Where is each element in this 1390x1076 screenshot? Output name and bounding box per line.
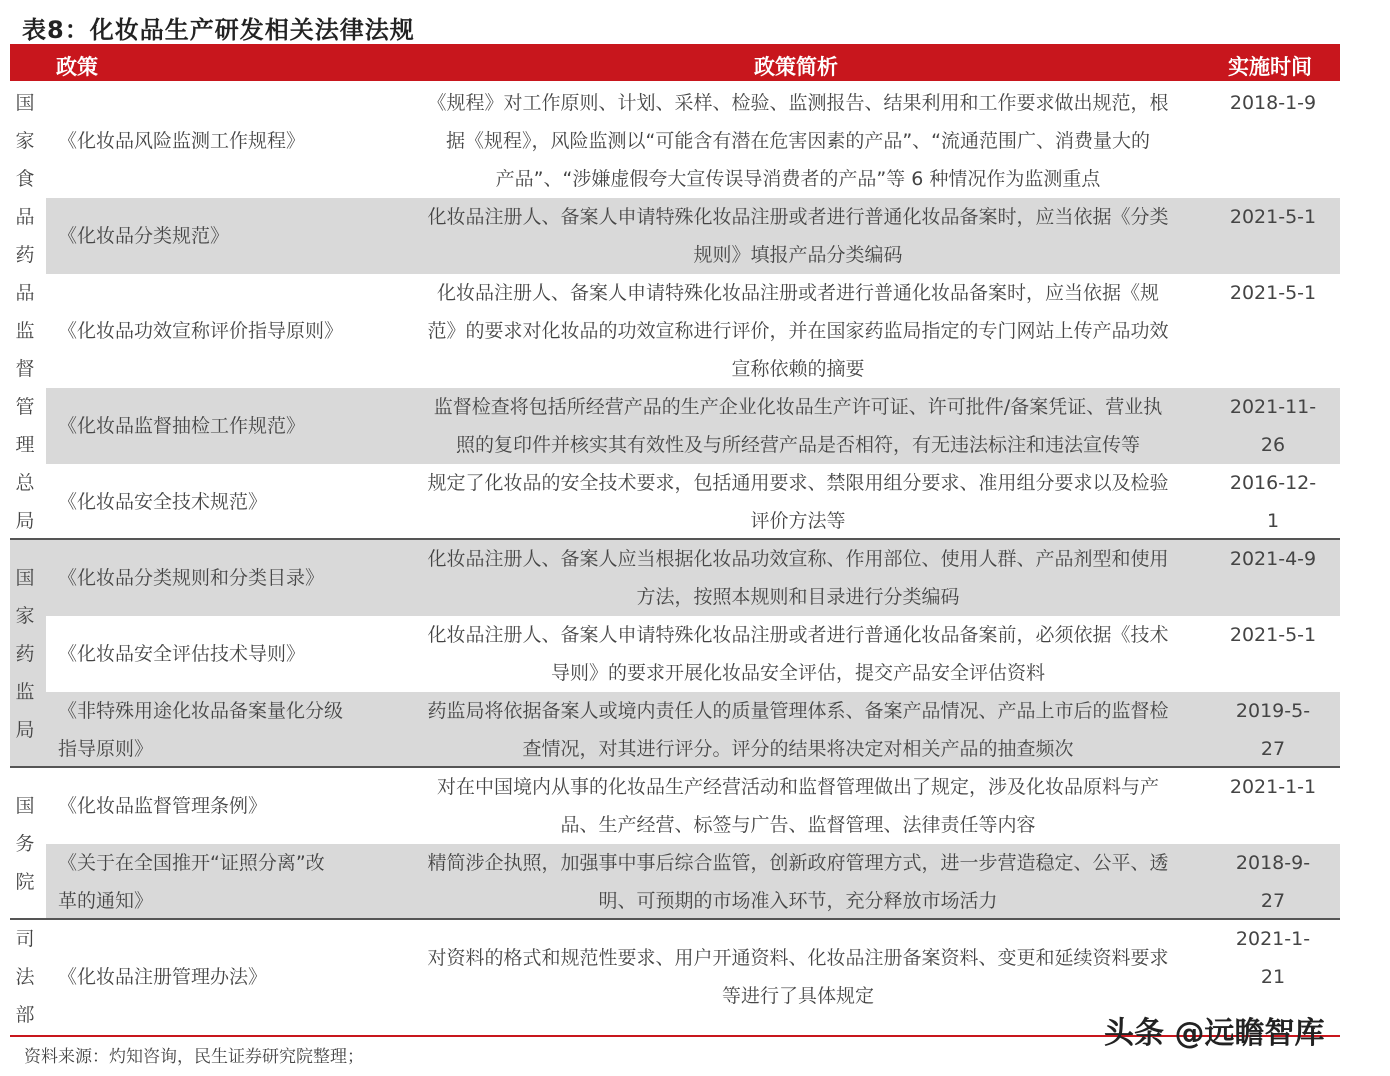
policy-line: 《化妆品分类规则和分类目录》 xyxy=(58,567,325,589)
policy-name xyxy=(58,844,388,920)
date-line: 2018-1-9 xyxy=(1229,92,1317,114)
policy-analysis xyxy=(398,84,1198,198)
table-row xyxy=(46,84,1340,198)
authority-char: 家 xyxy=(15,130,35,152)
authority-char: 司 xyxy=(15,928,35,950)
authority-char: 法 xyxy=(15,966,35,988)
date-line: 27 xyxy=(1260,738,1286,760)
effective-date xyxy=(1208,768,1338,806)
policy-line: 《化妆品安全技术规范》 xyxy=(58,491,268,513)
authority-char: 部 xyxy=(15,1004,35,1026)
effective-date xyxy=(1208,920,1338,996)
authority-char: 品 xyxy=(15,282,35,304)
date-line: 26 xyxy=(1260,434,1286,456)
analysis-line: 品、生产经营、标签与广告、监督管理、法律责任等内容 xyxy=(560,814,1036,836)
table-header xyxy=(10,44,1340,81)
analysis-line: 导则》的要求开展化妆品安全评估，提交产品安全评估资料 xyxy=(550,662,1045,684)
authority-char: 食 xyxy=(15,168,35,190)
authority-char: 家 xyxy=(15,605,35,627)
analysis-line: 化妆品注册人、备案人申请特殊化妆品注册或者进行普通化妆品备案前，必须依据《技术 xyxy=(427,624,1169,646)
header-analysis: 政策简析 xyxy=(754,55,838,79)
authority-char: 理 xyxy=(15,434,35,456)
table-row xyxy=(46,388,1340,464)
authority-char: 院 xyxy=(15,871,35,893)
policy-analysis xyxy=(398,274,1198,388)
authority-char: 药 xyxy=(15,643,35,665)
analysis-line: 监督检查将包括所经营产品的生产企业化妆品生产许可证、许可批件/备案凭证、营业执 xyxy=(433,396,1163,418)
authority-char: 国 xyxy=(15,567,35,589)
table-row xyxy=(46,692,1340,768)
effective-date xyxy=(1208,84,1338,122)
analysis-line: 宣称依赖的摘要 xyxy=(731,358,865,380)
header-date: 实施时间 xyxy=(1228,55,1312,79)
policy-line: 指导原则》 xyxy=(58,738,154,760)
table-row xyxy=(46,464,1340,540)
issuing-authority xyxy=(14,84,36,540)
authority-char: 务 xyxy=(15,833,35,855)
table-row xyxy=(46,540,1340,616)
effective-date xyxy=(1208,388,1338,464)
analysis-line: 方法，按照本规则和目录进行分类编码 xyxy=(636,586,960,608)
analysis-line: 查情况，对其进行评分。评分的结果将决定对相关产品的抽查频次 xyxy=(522,738,1074,760)
policy-name xyxy=(58,312,388,350)
policy-analysis xyxy=(398,939,1198,1015)
policy-analysis xyxy=(398,464,1198,540)
group-separator xyxy=(10,766,1340,768)
authority-char: 国 xyxy=(15,795,35,817)
policy-analysis xyxy=(398,388,1198,464)
authority-char: 监 xyxy=(15,681,35,703)
authority-char: 局 xyxy=(15,719,35,741)
policy-analysis xyxy=(398,844,1198,920)
policy-name xyxy=(58,483,388,521)
policy-analysis xyxy=(398,540,1198,616)
policy-analysis xyxy=(398,692,1198,768)
analysis-line: 化妆品注册人、备案人申请特殊化妆品注册或者进行普通化妆品备案时，应当依据《分类 xyxy=(427,206,1169,228)
authority-char: 管 xyxy=(15,396,35,418)
policy-line: 《化妆品功效宣称评价指导原则》 xyxy=(58,320,344,342)
analysis-line: 等进行了具体规定 xyxy=(721,985,874,1007)
table-title: 表8：化妆品生产研发相关法律法规 xyxy=(22,16,415,44)
authority-char: 局 xyxy=(15,510,35,532)
policy-name xyxy=(58,635,388,673)
table-row xyxy=(46,844,1340,920)
date-line: 27 xyxy=(1260,890,1286,912)
policy-line: 《关于在全国推开“证照分离”改 xyxy=(58,852,325,874)
policy-analysis xyxy=(398,616,1198,692)
date-line: 2021-5-1 xyxy=(1229,282,1317,304)
effective-date xyxy=(1208,692,1338,768)
policy-line: 《化妆品监督管理条例》 xyxy=(58,795,268,817)
authority-char: 监 xyxy=(15,320,35,342)
effective-date xyxy=(1208,274,1338,312)
analysis-line: 药监局将依据备案人或境内责任人的质量管理体系、备案产品情况、产品上市后的监督检 xyxy=(427,700,1169,722)
date-line: 2021-5-1 xyxy=(1229,624,1317,646)
policy-name xyxy=(58,787,388,825)
date-line: 2016-12- xyxy=(1229,472,1317,494)
date-line: 2018-9- xyxy=(1235,852,1311,874)
policy-name xyxy=(58,407,388,445)
policy-name xyxy=(58,692,388,768)
issuing-authority xyxy=(14,787,36,901)
policy-line: 《非特殊用途化妆品备案量化分级 xyxy=(58,700,344,722)
policy-name xyxy=(58,958,388,996)
watermark: 头条 @远瞻智库 xyxy=(1104,1016,1325,1051)
table-row xyxy=(46,274,1340,388)
analysis-line: 《规程》对工作原则、计划、采样、检验、监测报告、结果利用和工作要求做出规范，根 xyxy=(427,92,1169,114)
header-policy: 政策 xyxy=(56,55,98,79)
policy-line: 《化妆品监督抽检工作规范》 xyxy=(58,415,306,437)
analysis-line: 据《规程》，风险监测以“可能含有潜在危害因素的产品”、“流通范围广、消费量大的 xyxy=(445,130,1151,152)
policy-line: 《化妆品风险监测工作规程》 xyxy=(58,130,306,152)
authority-char: 药 xyxy=(15,244,35,266)
analysis-line: 化妆品注册人、备案人申请特殊化妆品注册或者进行普通化妆品备案时，应当依据《规 xyxy=(436,282,1159,304)
authority-char: 督 xyxy=(15,358,35,380)
analysis-line: 照的复印件并核实其有效性及与所经营产品是否相符，有无违法标注和违法宣传等 xyxy=(455,434,1140,456)
effective-date xyxy=(1208,464,1338,540)
date-line: 21 xyxy=(1260,966,1286,988)
date-line: 2019-5- xyxy=(1235,700,1311,722)
authority-char: 总 xyxy=(15,472,35,494)
policy-line: 《化妆品注册管理办法》 xyxy=(58,966,268,988)
table-row xyxy=(46,198,1340,274)
analysis-line: 评价方法等 xyxy=(750,510,846,532)
table-row xyxy=(46,616,1340,692)
policy-line: 《化妆品安全评估技术导则》 xyxy=(58,643,306,665)
authority-char: 品 xyxy=(15,206,35,228)
table-row xyxy=(46,768,1340,844)
policy-analysis xyxy=(398,198,1198,274)
analysis-line: 规定了化妆品的安全技术要求，包括通用要求、禁限用组分要求、准用组分要求以及检验 xyxy=(427,472,1169,494)
analysis-line: 明、可预期的市场准入环节，充分释放市场活力 xyxy=(598,890,998,912)
effective-date xyxy=(1208,844,1338,920)
policy-name xyxy=(58,559,388,597)
policy-name xyxy=(58,122,388,160)
analysis-line: 对在中国境内从事的化妆品生产经营活动和监督管理做出了规定，涉及化妆品原料与产 xyxy=(436,776,1159,798)
analysis-line: 产品”、“涉嫌虚假夸大宣传误导消费者的产品”等 6 种情况作为监测重点 xyxy=(495,168,1101,190)
date-line: 2021-5-1 xyxy=(1229,206,1317,228)
date-line: 1 xyxy=(1266,510,1280,532)
source-note: 资料来源：灼知咨询，民生证券研究院整理； xyxy=(24,1047,364,1067)
date-line: 2021-1- xyxy=(1235,928,1311,950)
analysis-line: 规则》填报产品分类编码 xyxy=(693,244,903,266)
issuing-authority xyxy=(14,920,36,1034)
analysis-line: 化妆品注册人、备案人应当根据化妆品功效宣称、作用部位、使用人群、产品剂型和使用 xyxy=(427,548,1169,570)
analysis-line: 对资料的格式和规范性要求、用户开通资料、化妆品注册备案资料、变更和延续资料要求 xyxy=(427,947,1169,969)
authority-char: 国 xyxy=(15,92,35,114)
policy-line: 《化妆品分类规范》 xyxy=(58,225,230,247)
issuing-authority xyxy=(14,559,36,749)
effective-date xyxy=(1208,616,1338,654)
effective-date xyxy=(1208,198,1338,236)
policy-line: 革的通知》 xyxy=(58,890,154,912)
date-line: 2021-4-9 xyxy=(1229,548,1317,570)
group-separator xyxy=(10,918,1340,920)
analysis-line: 范》的要求对化妆品的功效宣称进行评价，并在国家药监局指定的专门网站上传产品功效 xyxy=(427,320,1169,342)
date-line: 2021-1-1 xyxy=(1229,776,1317,798)
group-separator xyxy=(10,538,1340,540)
policy-name xyxy=(58,217,388,255)
analysis-line: 精简涉企执照，加强事中事后综合监管，创新政府管理方式，进一步营造稳定、公平、透 xyxy=(427,852,1169,874)
policy-analysis xyxy=(398,768,1198,844)
date-line: 2021-11- xyxy=(1229,396,1317,418)
effective-date xyxy=(1208,540,1338,578)
